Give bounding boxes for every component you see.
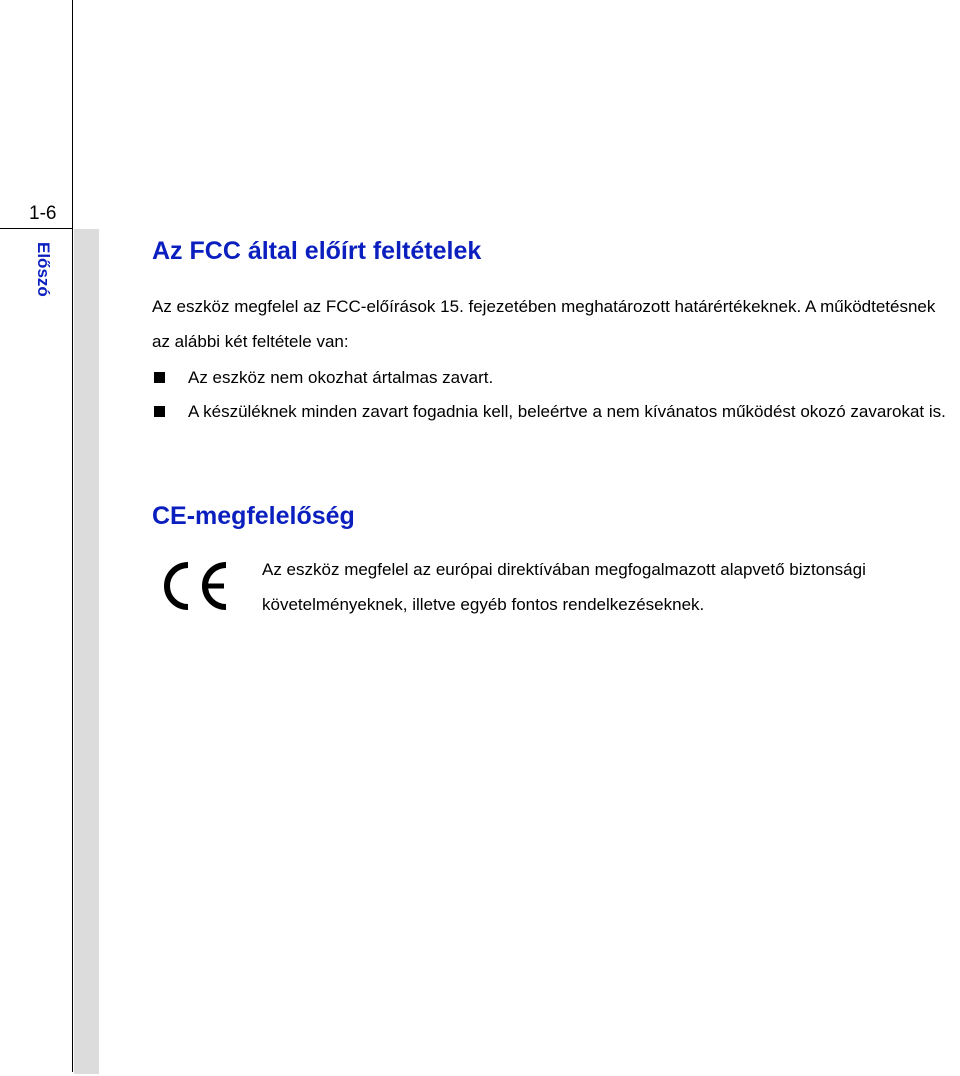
square-bullet-icon [154, 372, 165, 383]
bullet-text: Az eszköz nem okozhat ártalmas zavart. [188, 368, 494, 387]
ce-heading: CE-megfelelőség [152, 502, 355, 530]
page-number: 1-6 [29, 203, 57, 224]
page-number-rule [0, 228, 72, 229]
fcc-bullet-2 [154, 394, 954, 429]
ce-mark-icon [160, 560, 232, 612]
section-label: Előszó [34, 242, 53, 297]
fcc-bullet-1 [154, 360, 954, 395]
margin-gray-band [74, 229, 99, 1074]
square-bullet-icon [154, 406, 165, 417]
fcc-intro-paragraph: Az eszköz megfelel az FCC-előírások 15. fejezetében meghatározott határértékeknek. A működtetésnek az alábbi két feltétele van: [152, 297, 936, 351]
ce-paragraph: Az eszköz megfelel az európai direktívában megfogalmazott alapvető biztonsági követelményeknek, illetve egyéb fontos rendelkezéseknek. [262, 560, 866, 614]
margin-rule [72, 0, 73, 1072]
bullet-text: A készüléknek minden zavart fogadnia kell, beleértve a nem kívánatos működést okozó zavarokat is. [188, 402, 946, 421]
fcc-heading: Az FCC által előírt feltételek [152, 237, 482, 265]
